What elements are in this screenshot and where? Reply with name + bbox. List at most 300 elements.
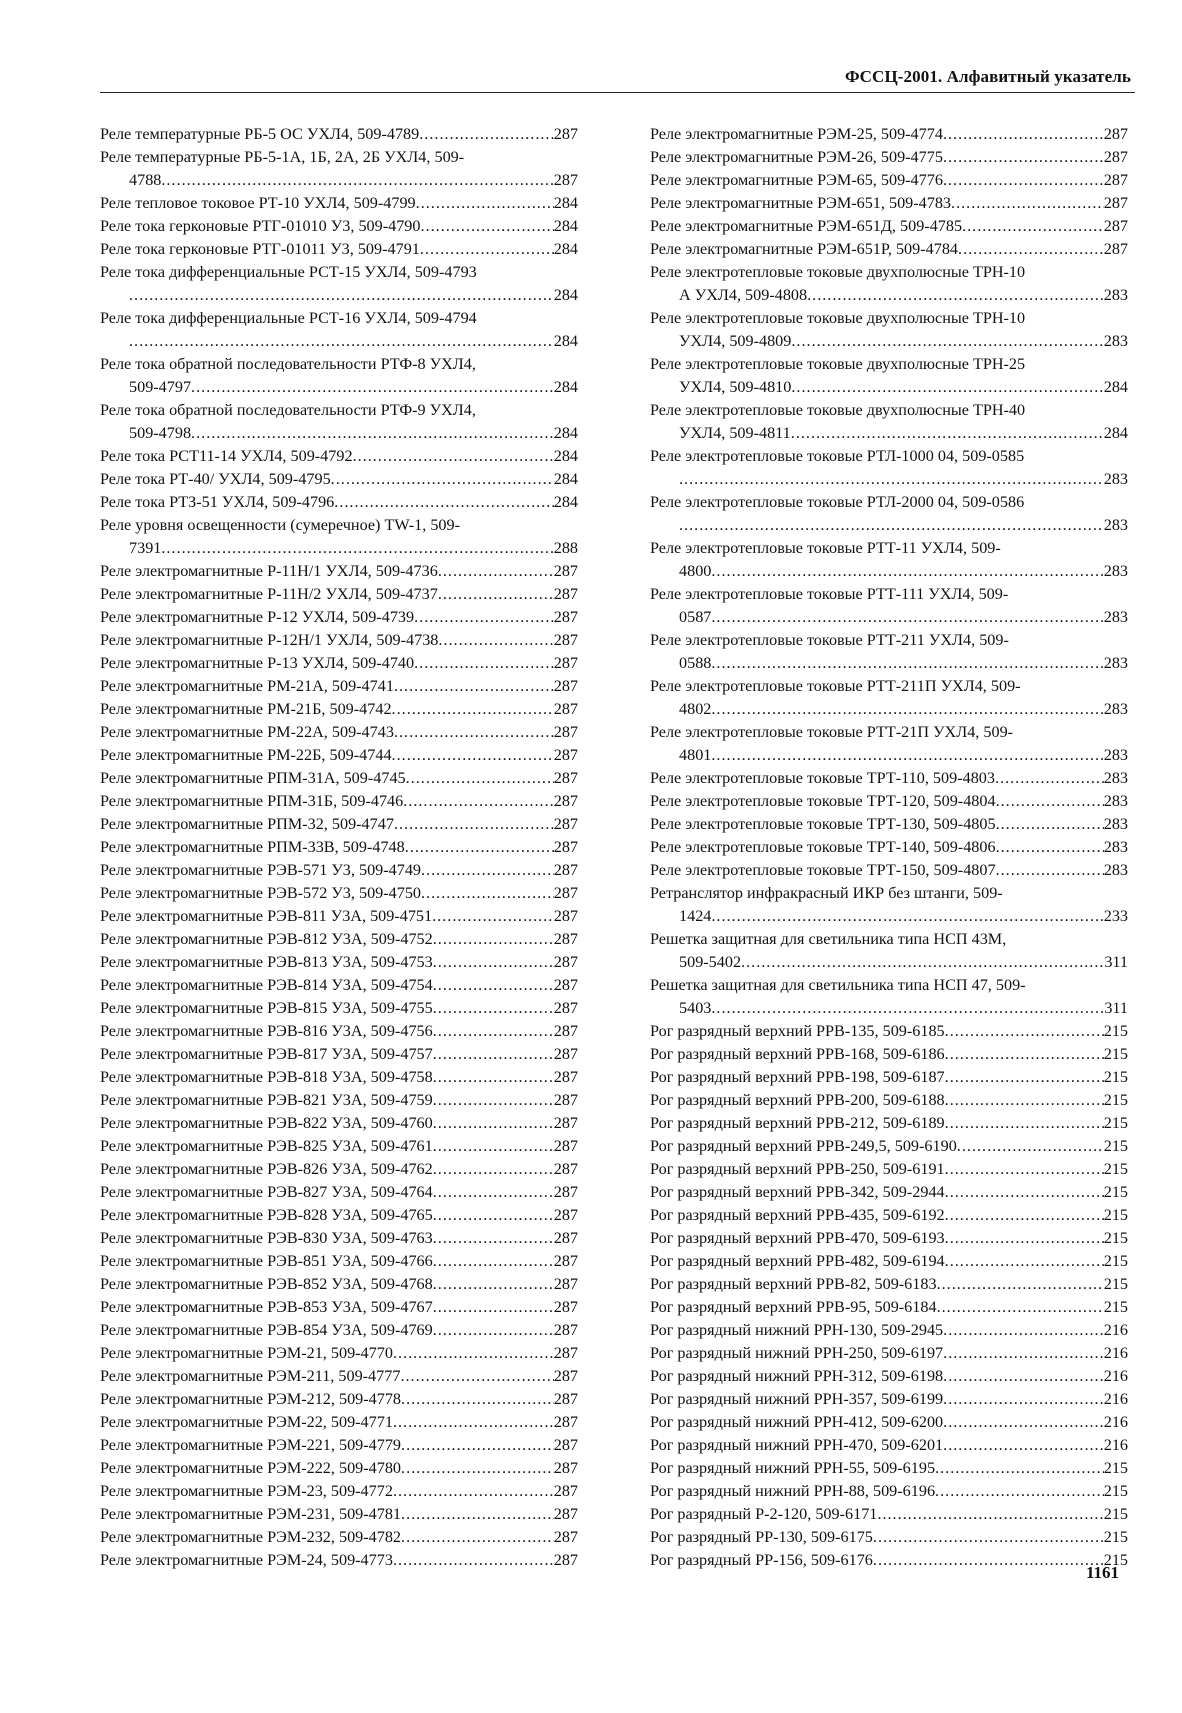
- entry-line: [650, 307, 1128, 330]
- entry-text: Рог разрядный верхний РРВ-212, 509-6189: [650, 1114, 945, 1132]
- entry-line: [100, 905, 578, 928]
- index-entry: [100, 445, 578, 468]
- entry-line: [100, 560, 578, 583]
- dot-leader: [334, 491, 553, 514]
- index-entry: [100, 583, 578, 606]
- dot-leader: [393, 1480, 554, 1503]
- dot-leader: [945, 1227, 1104, 1250]
- entry-page-number: 287: [553, 884, 578, 902]
- entry-text: Реле электромагнитные РЭВ-815 У3А, 509-4755: [100, 999, 433, 1017]
- entry-page-number: 215: [1103, 1183, 1128, 1201]
- entry-line: [650, 192, 1128, 215]
- entry-page-number: 215: [1103, 1068, 1128, 1086]
- entry-page-number: 287: [553, 1252, 578, 1270]
- entry-line: [100, 123, 578, 146]
- dot-leader: [945, 1043, 1104, 1066]
- entry-line: [100, 675, 578, 698]
- entry-text: 509-5402: [679, 953, 742, 971]
- entry-text: Реле электромагнитные РЭВ-814 У3А, 509-4754: [100, 976, 433, 994]
- entry-line: [650, 1526, 1128, 1549]
- dot-leader: [945, 1089, 1104, 1112]
- entry-text: Реле электромагнитные РЭВ-811 У3А, 509-4751: [100, 907, 433, 925]
- dot-leader: [791, 376, 1103, 399]
- dot-leader: [433, 1112, 554, 1135]
- dot-leader: [331, 468, 554, 491]
- index-entry: [100, 629, 578, 652]
- entry-page-number: 287: [553, 1459, 578, 1477]
- index-entry: [650, 1273, 1128, 1296]
- entry-page-number: 283: [1103, 815, 1128, 833]
- index-entry: [100, 1112, 578, 1135]
- entry-page-number: 216: [1103, 1413, 1128, 1431]
- index-entry: [100, 1273, 578, 1296]
- entry-page-number: 288: [553, 539, 578, 557]
- index-entry: [650, 1066, 1128, 1089]
- dot-leader: [401, 1457, 554, 1480]
- dot-leader: [414, 652, 554, 675]
- entry-page-number: 216: [1103, 1436, 1128, 1454]
- dot-leader: [393, 1549, 554, 1572]
- entry-page-number: 287: [553, 631, 578, 649]
- dot-leader: [353, 445, 554, 468]
- entry-page-number: 284: [553, 470, 578, 488]
- entry-page-number: 215: [1103, 1137, 1128, 1155]
- index-entry: [100, 997, 578, 1020]
- dot-leader: [945, 1250, 1104, 1273]
- entry-page-number: 283: [1103, 769, 1128, 787]
- index-entry: [650, 1296, 1128, 1319]
- dot-leader: [405, 836, 554, 859]
- entry-line: [100, 1204, 578, 1227]
- entry-page-number: 283: [1103, 470, 1128, 488]
- index-entry: [650, 1043, 1128, 1066]
- entry-line: [100, 514, 578, 537]
- index-entry: [100, 123, 578, 146]
- index-entry: [100, 1457, 578, 1480]
- entry-line: [100, 606, 578, 629]
- entry-continuation-line: [650, 330, 1128, 353]
- dot-leader: [416, 192, 554, 215]
- dot-leader: [433, 951, 554, 974]
- index-entry: [100, 1043, 578, 1066]
- index-entry: [100, 675, 578, 698]
- entry-text: Реле электромагнитные РЭВ-571 У3, 509-4749: [100, 861, 422, 879]
- entry-text: Реле электромагнитные РЭМ-21, 509-4770: [100, 1344, 393, 1362]
- entry-line: [650, 169, 1128, 192]
- dot-leader: [945, 1020, 1104, 1043]
- entry-text: Реле тока дифференциальные РСТ-16 УХЛ4, 509-4794: [100, 309, 477, 327]
- entry-text: Реле электромагнитные РПМ-33В, 509-4748: [100, 838, 405, 856]
- entry-line: [650, 215, 1128, 238]
- index-entry: [650, 169, 1128, 192]
- entry-line: [100, 767, 578, 790]
- entry-text: УХЛ4, 509-4810: [679, 378, 792, 396]
- index-entry: [100, 1296, 578, 1319]
- entry-line: [100, 1457, 578, 1480]
- index-entry: [650, 629, 1128, 675]
- entry-page-number: 287: [553, 1183, 578, 1201]
- entry-page-number: 287: [553, 1390, 578, 1408]
- index-entry: [100, 1319, 578, 1342]
- dot-leader: [945, 1204, 1104, 1227]
- entry-text: Реле электромагнитные РЭМ-26, 509-4775: [650, 148, 943, 166]
- entry-text: 4800: [679, 562, 712, 580]
- entry-text: Реле электромагнитные РЭВ-828 У3А, 509-4765: [100, 1206, 433, 1224]
- entry-text: Реле электромагнитные РЭВ-853 У3А, 509-4767: [100, 1298, 433, 1316]
- entry-text: Реле электромагнитные РПМ-31А, 509-4745: [100, 769, 406, 787]
- dot-leader: [996, 859, 1104, 882]
- index-entry: [650, 1365, 1128, 1388]
- dot-leader: [741, 951, 1104, 974]
- entry-continuation-line: [650, 698, 1128, 721]
- entry-page-number: 287: [553, 1551, 578, 1569]
- entry-page-number: 287: [553, 953, 578, 971]
- dot-leader: [401, 1503, 554, 1526]
- entry-line: [650, 675, 1128, 698]
- index-entry: [100, 744, 578, 767]
- dot-leader: [392, 698, 554, 721]
- entry-text: Реле электромагнитные Р-12 УХЛ4, 509-4739: [100, 608, 415, 626]
- entry-page-number: 287: [553, 1482, 578, 1500]
- dot-leader: [394, 721, 554, 744]
- entry-text: Реле электромагнитные РЭМ-25, 509-4774: [650, 125, 943, 143]
- entry-page-number: 215: [1103, 1459, 1128, 1477]
- index-entry: [100, 146, 578, 192]
- dot-leader: [945, 1066, 1104, 1089]
- entry-line: [650, 790, 1128, 813]
- dot-leader: [191, 376, 554, 399]
- entry-line: [100, 1480, 578, 1503]
- entry-text: Рог разрядный нижний РРН-470, 509-6201: [650, 1436, 944, 1454]
- entry-text: Рог разрядный верхний РРВ-135, 509-6185: [650, 1022, 945, 1040]
- entry-text: Реле электротепловые токовые двухполюсные ТРН-40: [650, 401, 1026, 419]
- index-entry: [100, 698, 578, 721]
- entry-text: Реле электромагнитные РЭМ-24, 509-4773: [100, 1551, 393, 1569]
- entry-text: Реле электротепловые токовые ТРТ-110, 509-4803: [650, 769, 995, 787]
- entry-text: Рог разрядный верхний РРВ-200, 509-6188: [650, 1091, 945, 1109]
- entry-line: [100, 1227, 578, 1250]
- dot-leader: [711, 652, 1103, 675]
- entry-page-number: 215: [1103, 1229, 1128, 1247]
- entry-text: Реле электромагнитные Р-12Н/1 УХЛ4, 509-4738: [100, 631, 439, 649]
- entry-continuation-line: [100, 169, 578, 192]
- dot-leader: [996, 790, 1104, 813]
- entry-text: Реле электротепловые токовые РТТ-111 УХЛ4, 509-: [650, 585, 1009, 603]
- index-entry: [650, 261, 1128, 307]
- index-entry: [650, 192, 1128, 215]
- entry-line: [100, 1135, 578, 1158]
- dot-leader: [873, 1526, 1104, 1549]
- entry-line: [100, 1043, 578, 1066]
- entry-text: Реле электромагнитные РЭВ-572 У3, 509-4750: [100, 884, 422, 902]
- index-entry: [650, 928, 1128, 974]
- entry-page-number: 287: [1103, 240, 1128, 258]
- entry-continuation-line: [650, 744, 1128, 767]
- entry-text: Реле электромагнитные РЭМ-212, 509-4778: [100, 1390, 402, 1408]
- entry-text: Реле электромагнитные РМ-22Б, 509-4744: [100, 746, 392, 764]
- entry-text: Реле электротепловые токовые РТТ-211 УХЛ4, 509-: [650, 631, 1009, 649]
- entry-page-number: 215: [1103, 1022, 1128, 1040]
- index-column-left: [100, 123, 578, 1572]
- entry-text: Реле тока дифференциальные РСТ-15 УХЛ4, 509-4793: [100, 263, 477, 281]
- entry-line: [100, 1296, 578, 1319]
- entry-page-number: 311: [1104, 999, 1128, 1017]
- dot-leader: [433, 1043, 554, 1066]
- dot-leader: [401, 1434, 554, 1457]
- index-entry: [100, 859, 578, 882]
- entry-line: [650, 1388, 1128, 1411]
- entry-line: [100, 468, 578, 491]
- entry-line: [650, 491, 1128, 514]
- entry-line: [100, 1089, 578, 1112]
- entry-text: 0587: [679, 608, 712, 626]
- entry-text: Реле тока РТЗ-51 УХЛ4, 509-4796: [100, 493, 335, 511]
- entry-line: [650, 859, 1128, 882]
- entry-page-number: 284: [1103, 424, 1128, 442]
- entry-line: [100, 1158, 578, 1181]
- entry-page-number: 283: [1103, 838, 1128, 856]
- entry-page-number: 283: [1103, 562, 1128, 580]
- entry-text: Реле электромагнитные РПМ-31Б, 509-4746: [100, 792, 404, 810]
- entry-line: [650, 583, 1128, 606]
- entry-page-number: 287: [553, 930, 578, 948]
- entry-page-number: 287: [553, 1091, 578, 1109]
- entry-line: [100, 882, 578, 905]
- index-entry: [100, 1434, 578, 1457]
- entry-continuation-line: [100, 422, 578, 445]
- entry-text: УХЛ4, 509-4809: [679, 332, 792, 350]
- index-entry: [100, 491, 578, 514]
- entry-text: Реле электротепловые токовые двухполюсные ТРН-10: [650, 309, 1026, 327]
- entry-page-number: 215: [1103, 1045, 1128, 1063]
- dot-leader: [129, 330, 554, 353]
- entry-page-number: 311: [1104, 953, 1128, 971]
- entry-text: Ретранслятор инфракрасный ИКР без штанги, 509-: [650, 884, 1003, 902]
- entry-text: Реле электротепловые токовые РТЛ-1000 04, 509-0585: [650, 447, 1025, 465]
- entry-page-number: 287: [553, 171, 578, 189]
- entry-line: [100, 583, 578, 606]
- entry-line: [100, 652, 578, 675]
- dot-leader: [392, 744, 554, 767]
- entry-text: Реле тока обратной последовательности РТФ-8 УХЛ4,: [100, 355, 476, 373]
- entry-line: [100, 1434, 578, 1457]
- index-entry: [100, 560, 578, 583]
- entry-page-number: 287: [553, 654, 578, 672]
- entry-line: [100, 1411, 578, 1434]
- entry-text: Реле тепловое токовое РТ-10 УХЛ4, 509-4799: [100, 194, 416, 212]
- entry-continuation-line: [650, 376, 1128, 399]
- index-entry: [100, 1066, 578, 1089]
- index-entry: [650, 146, 1128, 169]
- dot-leader: [937, 1273, 1104, 1296]
- dot-leader: [433, 1204, 554, 1227]
- entry-text: Реле электромагнитные РЭВ-852 У3А, 509-4768: [100, 1275, 433, 1293]
- index-entry: [100, 1158, 578, 1181]
- entry-text: Реле электромагнитные РЭВ-825 У3А, 509-4761: [100, 1137, 433, 1155]
- entry-text: Реле температурные РБ-5-1А, 1Б, 2А, 2Б УХЛ4, 509-: [100, 148, 465, 166]
- entry-text: Реле электромагнитные РЭВ-827 У3А, 509-4764: [100, 1183, 433, 1201]
- dot-leader: [711, 560, 1103, 583]
- entry-line: [650, 1043, 1128, 1066]
- entry-page-number: 215: [1103, 1160, 1128, 1178]
- entry-text: Реле электротепловые токовые двухполюсные ТРН-10: [650, 263, 1026, 281]
- dot-leader: [433, 1135, 554, 1158]
- dot-leader: [943, 1365, 1104, 1388]
- dot-leader: [962, 215, 1104, 238]
- index-entry: [650, 1549, 1128, 1572]
- index-entry: [650, 238, 1128, 261]
- index-entry: [100, 1388, 578, 1411]
- entry-text: Рог разрядный верхний РРВ-250, 509-6191: [650, 1160, 945, 1178]
- entry-line: [650, 1066, 1128, 1089]
- entry-line: [100, 1250, 578, 1273]
- entry-text: Рог разрядный РР-156, 509-6176: [650, 1551, 873, 1569]
- index-entry: [100, 261, 578, 307]
- entry-text: Реле электромагнитные РМ-21А, 509-4741: [100, 677, 394, 695]
- dot-leader: [438, 560, 554, 583]
- dot-leader: [995, 767, 1104, 790]
- entry-continuation-line: [650, 514, 1128, 537]
- entry-text: Реле уровня освещенности (сумеречное) TW-1, 509-: [100, 516, 461, 534]
- entry-line: [650, 445, 1128, 468]
- entry-text: Реле электромагнитные РМ-21Б, 509-4742: [100, 700, 392, 718]
- entry-line: [100, 307, 578, 330]
- entry-page-number: 287: [553, 562, 578, 580]
- dot-leader: [191, 422, 554, 445]
- dot-leader: [951, 192, 1104, 215]
- entry-text: Рог разрядный нижний РРН-250, 509-6197: [650, 1344, 944, 1362]
- entry-page-number: 284: [553, 240, 578, 258]
- index-entry: [650, 1480, 1128, 1503]
- entry-continuation-line: [650, 997, 1128, 1020]
- index-entry: [650, 882, 1128, 928]
- entry-page-number: 287: [553, 1436, 578, 1454]
- entry-page-number: 287: [553, 792, 578, 810]
- entry-page-number: 287: [553, 1528, 578, 1546]
- entry-text: Рог разрядный верхний РРВ-82, 509-6183: [650, 1275, 937, 1293]
- index-entry: [650, 721, 1128, 767]
- dot-leader: [129, 284, 554, 307]
- index-entry: [650, 445, 1128, 491]
- index-entry: [650, 859, 1128, 882]
- dot-leader: [877, 1503, 1103, 1526]
- entry-line: [650, 1503, 1128, 1526]
- entry-text: Реле электромагнитные РЭВ-830 У3А, 509-4763: [100, 1229, 433, 1247]
- entry-line: [650, 1434, 1128, 1457]
- entry-line: [100, 629, 578, 652]
- entry-page-number: 283: [1103, 286, 1128, 304]
- index-entry: [650, 583, 1128, 629]
- index-entry: [650, 790, 1128, 813]
- entry-line: [100, 1549, 578, 1572]
- entry-page-number: 287: [553, 1068, 578, 1086]
- entry-page-number: 287: [553, 1114, 578, 1132]
- index-entry: [100, 882, 578, 905]
- entry-continuation-line: [650, 422, 1128, 445]
- dot-leader: [711, 997, 1104, 1020]
- entry-text: Реле электромагнитные РЭВ-822 У3А, 509-4760: [100, 1114, 433, 1132]
- entry-line: [650, 1319, 1128, 1342]
- entry-page-number: 215: [1103, 1114, 1128, 1132]
- entry-line: [100, 238, 578, 261]
- entry-line: [100, 1273, 578, 1296]
- dot-leader: [394, 813, 554, 836]
- entry-text: Реле температурные РБ-5 ОС УХЛ4, 509-4789: [100, 125, 420, 143]
- dot-leader: [433, 1296, 554, 1319]
- entry-line: [100, 1503, 578, 1526]
- dot-leader: [711, 606, 1103, 629]
- index-entry: [100, 353, 578, 399]
- entry-line: [100, 721, 578, 744]
- index-entry: [650, 1411, 1128, 1434]
- entry-page-number: 287: [553, 723, 578, 741]
- entry-page-number: 284: [553, 447, 578, 465]
- dot-leader: [401, 1388, 554, 1411]
- entry-page-number: 283: [1103, 608, 1128, 626]
- entry-line: [650, 721, 1128, 744]
- entry-line: [650, 1411, 1128, 1434]
- dot-leader: [996, 836, 1104, 859]
- entry-line: [100, 445, 578, 468]
- entry-continuation-line: [650, 606, 1128, 629]
- entry-page-number: 284: [553, 493, 578, 511]
- index-entry: [100, 813, 578, 836]
- entry-text: 509-4797: [129, 378, 192, 396]
- entry-page-number: 287: [553, 1275, 578, 1293]
- entry-page-number: 215: [1103, 1206, 1128, 1224]
- entry-text: 1424: [679, 907, 712, 925]
- entry-page-number: 287: [553, 1160, 578, 1178]
- index-entry: [650, 813, 1128, 836]
- entry-continuation-line: [650, 468, 1128, 491]
- dot-leader: [943, 1319, 1104, 1342]
- entry-page-number: 287: [553, 976, 578, 994]
- entry-text: Реле электромагнитные РЭМ-232, 509-4782: [100, 1528, 402, 1546]
- entry-line: [650, 1204, 1128, 1227]
- dot-leader: [421, 859, 554, 882]
- dot-leader: [161, 537, 553, 560]
- index-entry: [650, 836, 1128, 859]
- entry-page-number: 284: [553, 286, 578, 304]
- dot-leader: [414, 606, 554, 629]
- dot-leader: [957, 1135, 1104, 1158]
- dot-leader: [406, 767, 554, 790]
- entry-line: [650, 1273, 1128, 1296]
- index-entry: [650, 537, 1128, 583]
- entry-text: Реле электротепловые токовые двухполюсные ТРН-25: [650, 355, 1026, 373]
- dot-leader: [433, 928, 554, 951]
- entry-page-number: 287: [553, 815, 578, 833]
- entry-line: [650, 1135, 1128, 1158]
- entry-text: Реле тока герконовые РТГ-01010 У3, 509-4790: [100, 217, 421, 235]
- entry-text: Реле электромагнитные РЭВ-816 У3А, 509-4756: [100, 1022, 433, 1040]
- entry-text: Рог разрядный нижний РРН-412, 509-6200: [650, 1413, 944, 1431]
- entry-text: Реле тока герконовые РТГ-01011 У3, 509-4791: [100, 240, 420, 258]
- index-entry: [650, 675, 1128, 721]
- entry-page-number: 215: [1103, 1482, 1128, 1500]
- entry-page-number: 287: [553, 585, 578, 603]
- entry-text: Реле электромагнитные Р-11Н/1 УХЛ4, 509-4736: [100, 562, 438, 580]
- index-entry: [100, 514, 578, 560]
- entry-line: [650, 1342, 1128, 1365]
- index-entry: [650, 1112, 1128, 1135]
- dot-leader: [958, 238, 1104, 261]
- index-entry: [650, 1158, 1128, 1181]
- entry-page-number: 287: [553, 677, 578, 695]
- index-entry: [100, 721, 578, 744]
- dot-leader: [937, 1296, 1104, 1319]
- index-entry: [100, 652, 578, 675]
